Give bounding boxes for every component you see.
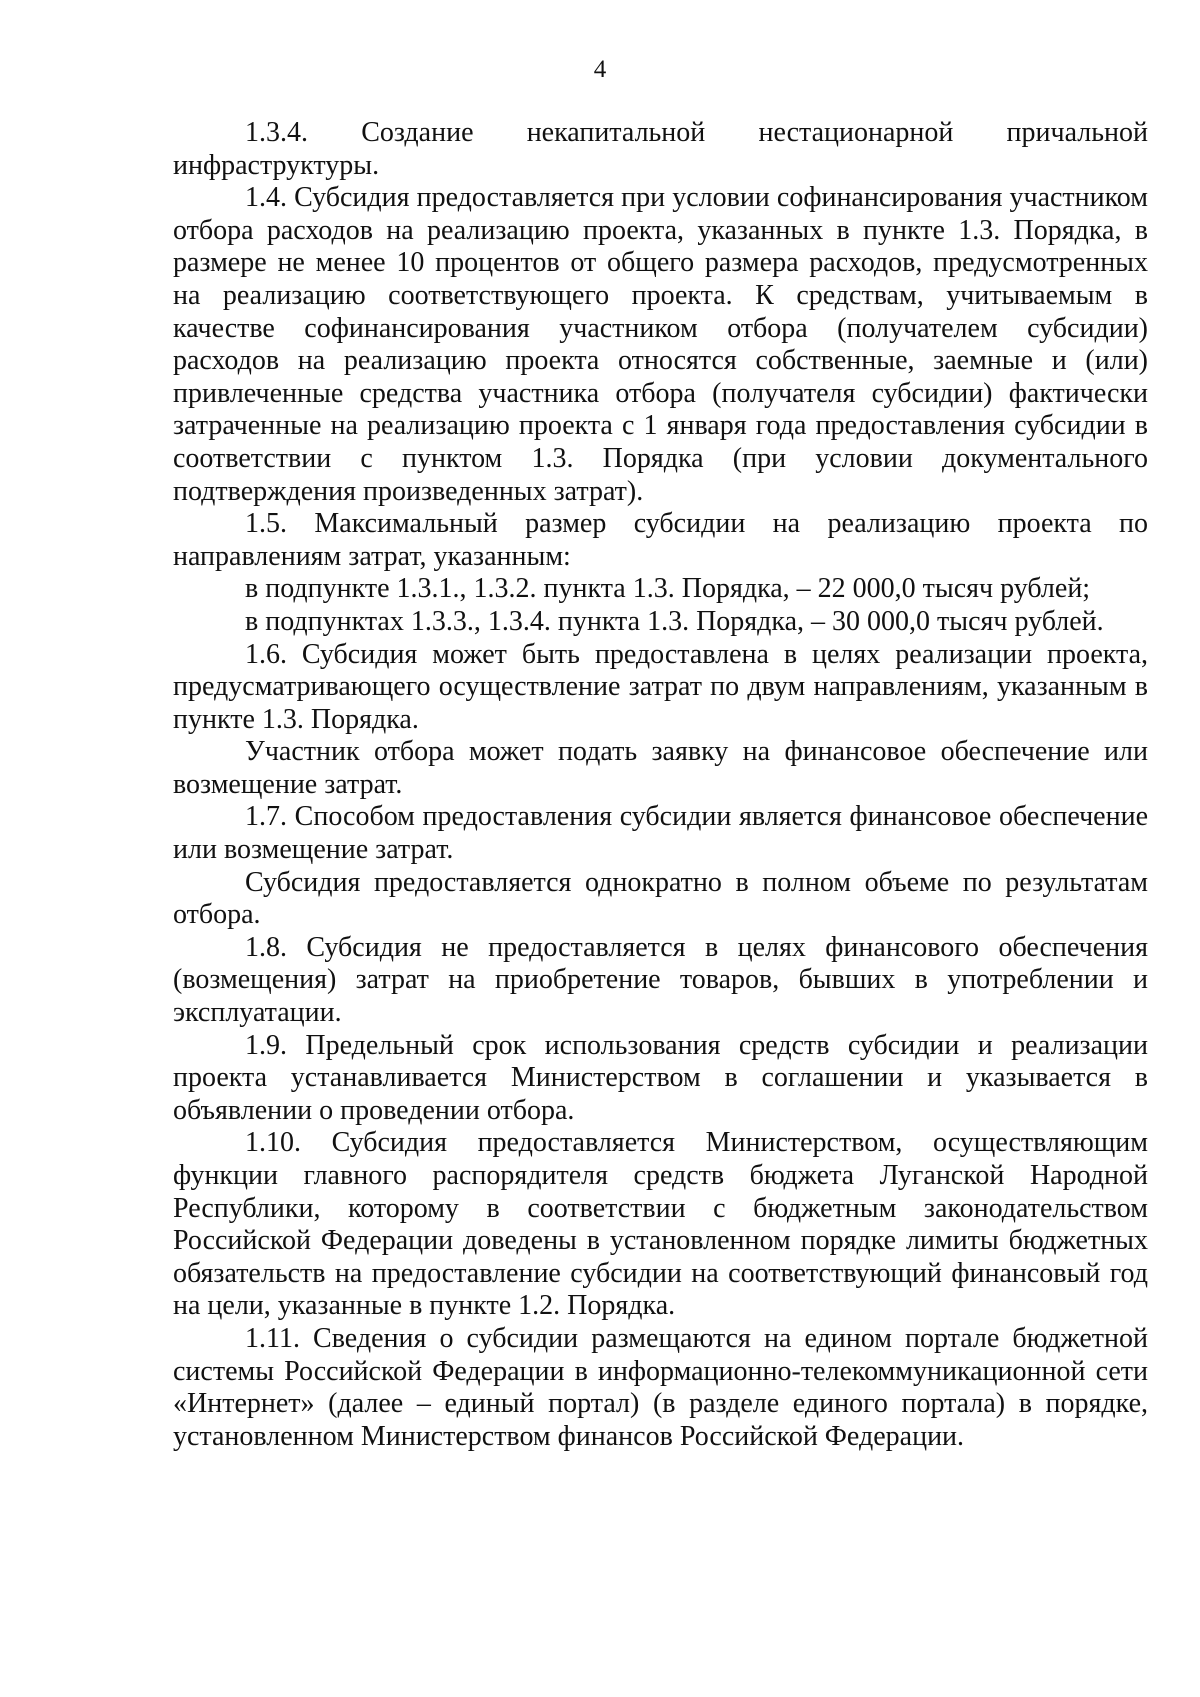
paragraph-1-5: 1.5. Максимальный размер субсидии на реализацию проекта по направлениям затрат, указанным:: [173, 508, 1148, 572]
paragraph-1-6-continued: Участник отбора может подать заявку на финансовое обеспечение или возмещение затрат.: [173, 736, 1148, 800]
paragraph-1-5-item-2: в подпунктах 1.3.3., 1.3.4. пункта 1.3. Порядка, – 30 000,0 тысяч рублей.: [245, 605, 1104, 637]
paragraph-1-10: 1.10. Субсидия предоставляется Министерством, осуществляющим функции главного распорядителя средств бюджета Луганской Народной Республики, которому в соответствии с бюджетным законодательством Российской Федерации доведены в установленном порядке лимиты бюджетных обязательств на предоставление субсидии на соответствующий финансовый год на цели, указанные в пункте 1.2. Порядка.: [173, 1127, 1148, 1322]
paragraph-1-9: 1.9. Предельный срок использования средств субсидии и реализации проекта устанавливается Министерством в соглашении и указывается в объявлении о проведении отбора.: [173, 1029, 1148, 1126]
page-number: 4: [593, 56, 607, 83]
paragraph-1-8: 1.8. Субсидия не предоставляется в целях финансового обеспечения (возмещения) затрат на приобретение товаров, бывших в употреблении и эксплуатации.: [173, 931, 1148, 1029]
paragraph-1-4: 1.4. Субсидия предоставляется при условии софинансирования участником отбора расходов на реализацию проекта, указанных в пункте 1.3. Порядка, в размере не менее 10 процентов от общего размера расходов, предусмотренных на реализацию соответствующего проекта. К средствам, учитываемым в качестве софинансирования участником отбора (получателем субсидии) расходов на реализацию проекта относятся собственные, заемные и (или) привлеченные средства участника отбора (получателя субсидии) фактически затраченные на реализацию проекта с 1 января года предоставления субсидии в соответствии с пунктом 1.3. Порядка (при условии документального подтверждения произведенных затрат).: [173, 182, 1148, 507]
paragraph-1-5-item-1: в подпункте 1.3.1., 1.3.2. пункта 1.3. Порядка, – 22 000,0 тысяч рублей;: [245, 573, 1091, 605]
document-body: [173, 117, 1148, 1453]
paragraph-1-7: 1.7. Способом предоставления субсидии является финансовое обеспечение или возмещение затрат.: [173, 801, 1148, 866]
paragraph-1-7-continued: Субсидия предоставляется однократно в полном объеме по результатам отбора.: [173, 866, 1148, 931]
paragraph-1-11: 1.11. Сведения о субсидии размещаются на едином портале бюджетной системы Российской Федерации в информационно-телекоммуникационной сети «Интернет» (далее – единый портал) (в разделе единого портала) в порядке, установленном Министерством финансов Российской Федерации.: [173, 1322, 1148, 1452]
paragraph-1-3-4: 1.3.4. Создание некапитальной нестационарной причальной инфраструктуры.: [173, 117, 1148, 181]
paragraph-1-6: 1.6. Субсидия может быть предоставлена в целях реализации проекта, предусматривающего осуществление затрат по двум направлениям, указанным в пункте 1.3. Порядка.: [173, 638, 1148, 735]
